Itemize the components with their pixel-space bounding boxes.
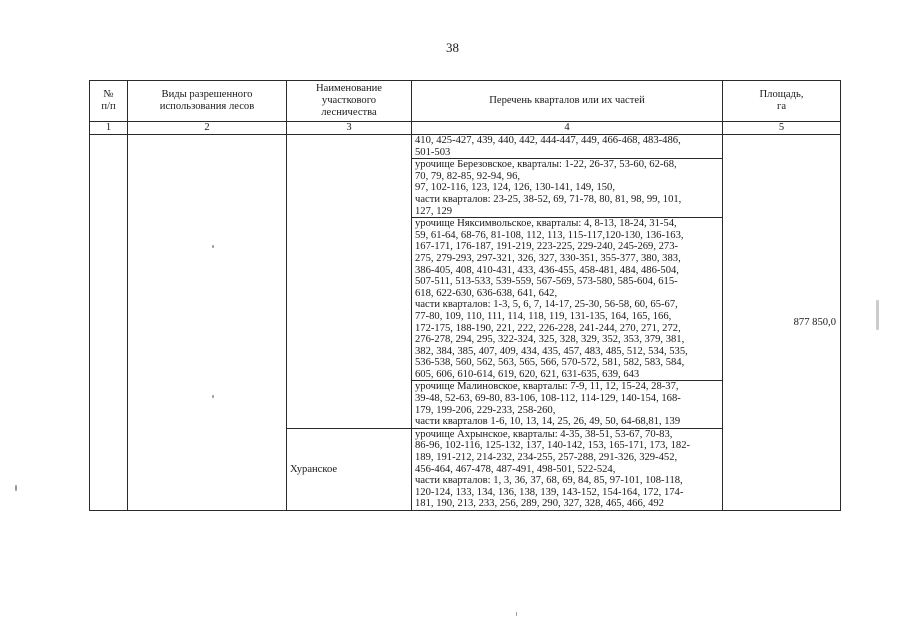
number-cell (90, 135, 128, 511)
column-number: 5 (723, 122, 841, 135)
scan-speck (212, 245, 214, 248)
forest-quarters-table (89, 80, 841, 511)
column-number: 4 (412, 122, 723, 135)
area-cell: 877 850,0 (723, 135, 841, 511)
header-number: № п/п (90, 81, 128, 122)
usage-kind-cell (128, 135, 287, 511)
quarters-cell: урочище Ахрынское, кварталы: 4-35, 38-51, 53-67, 70-83, 86-96, 102-116, 125-132, 137, 140-142, 153, 165-171, 173, 182- 189, 191-212, 214-232, 234-255, 257-288, 291-326, 329-452, 456-464, 467-478, 487-491, 498-501, 522-524, части кварталов: 1, 3, 36, 37, 68, 69, 84, 85, 97-101, 108-118, 120-124, 133, 134, 136, 138, 139, 143-152, 154-164, 172, 174- 181, 190, 213, 233, 256, 289, 290, 327, 328, 465, 466, 492 (412, 428, 723, 510)
header-usage-kind: Виды разрешенного использования лесов (128, 81, 287, 122)
quarters-cell: урочище Березовское, кварталы: 1-22, 26-37, 53-60, 62-68, 70, 79, 82-85, 92-94, 96, 97, 102-116, 123, 124, 126, 130-141, 149, 150, части кварталов: 23-25, 38-52, 69, 71-78, 80, 81, 98, 99, 101, 127, 129 (412, 159, 723, 218)
table-header-row (90, 81, 841, 122)
quarters-cell: 410, 425-427, 439, 440, 442, 444-447, 449, 466-468, 483-486, 501-503 (412, 135, 723, 159)
forestry-cell-blank (287, 135, 412, 429)
scan-speck (876, 300, 879, 330)
column-number-row (90, 122, 841, 135)
scan-speck (212, 395, 214, 398)
scan-speck (15, 485, 17, 491)
quarters-cell: урочище Малиновское, кварталы: 7-9, 11, 12, 15-24, 28-37, 39-48, 52-63, 69-80, 83-106, 108-112, 114-129, 140-154, 168- 179, 199-206, 229-233, 258-260, части кварталов 1-6, 10, 13, 14, 25, 26, 49, 50, 64-68,81, 139 (412, 381, 723, 428)
forestry-name-cell: Хуранское (287, 428, 412, 510)
column-number: 3 (287, 122, 412, 135)
quarters-cell: урочище Няксимвольское, кварталы: 4, 8-13, 18-24, 31-54, 59, 61-64, 68-76, 81-108, 112, 113, 115-117,120-130, 136-163, 167-171, 176-187, 191-219, 223-225, 229-240, 245-269, 273- 275, 279-293, 297-321, 326, 327, 330-351, 355-377, 380, 383, 386-405, 408, 410-431, 433, 436-455, 458-481, 484, 486-504, 507-511, 513-533, 539-559, 567-569, 573-580, 585-604, 615- 618, 622-630, 636-638, 641, 642, части кварталов: 1-3, 5, 6, 7, 14-17, 25-30, 56-58, 60, 65-67, 77-80, 109, 110, 111, 114, 118, 119, 131-135, 164, 165, 166, 172-175, 188-190, 221, 222, 226-228, 241-244, 270, 271, 272, 276-278, 294, 295, 322-324, 325, 328, 329, 352, 353, 379, 381, 382, 384, 385, 407, 409, 434, 435, 457, 483, 485, 512, 534, 535, 536-538, 560, 562, 563, 565, 566, 570-572, 581, 582, 583, 584, 605, 606, 610-614, 619, 620, 621, 631-635, 639, 643 (412, 218, 723, 381)
scan-speck (516, 612, 517, 616)
column-number: 2 (128, 122, 287, 135)
page-number: 38 (446, 40, 459, 55)
header-forestry-name: Наименование участкового лесничества (287, 81, 412, 122)
table-row (90, 135, 841, 159)
header-quarters-list: Перечень кварталов или их частей (412, 81, 723, 122)
column-number: 1 (90, 122, 128, 135)
header-area: Площадь, га (723, 81, 841, 122)
